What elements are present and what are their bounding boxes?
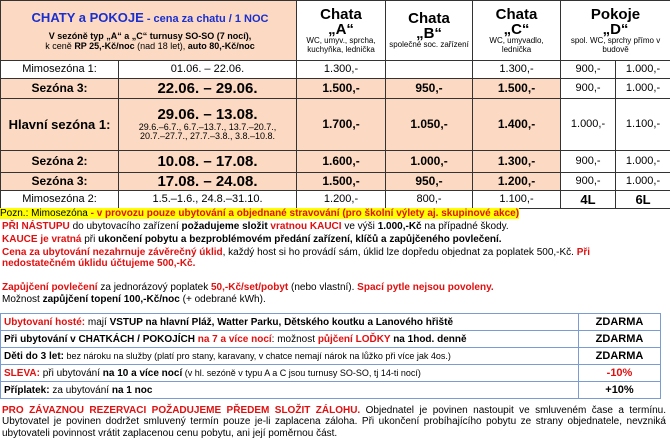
service-value: -10% (579, 365, 661, 382)
price-a: 1.500,- (297, 173, 386, 191)
season-line-1: V sezóně typ „A“ a „C“ turnusy SO-SO (7 nocí), (48, 31, 252, 42)
s1-d: půjčení LOĎKY (317, 333, 391, 345)
price-c: 1.500,- (473, 79, 561, 99)
row-dates (119, 99, 297, 151)
season-line-2-mid: (nad 18 let), (134, 40, 188, 51)
p4-b: za jednorázový poplatek (97, 282, 211, 293)
title-main: CHATY a POKOJE (31, 9, 144, 25)
column-desc-a: WC, umyv., sprcha, kuchyňka, lednička (306, 35, 376, 54)
p1-b: do ubytovacího zařízení (69, 221, 182, 232)
s3-a: SLEVA: (4, 367, 40, 379)
row-label (1, 99, 119, 151)
row-label: Sezóna 3: (1, 79, 119, 99)
p3-b: , každý host si ho provádí sám, úklid lze dopředu objednat za poplatek 500,-Kč. (222, 247, 577, 258)
price-d2: 1.000,- (616, 151, 670, 173)
price-c: 1.300,- (473, 61, 561, 79)
price-d2: 1.100,- (616, 99, 670, 151)
column-desc-c: WC, umyvadlo, lednička (489, 35, 544, 54)
price-d1: 900,- (561, 79, 616, 99)
row-label: Mimosezóna 2: (1, 191, 119, 209)
paragraph-cleaning (2, 247, 666, 270)
price-d1: 900,- (561, 151, 616, 173)
price-b (386, 61, 473, 79)
footer-text: Objednatel je povinen nastoupit ve smluveném čase a termínu. Ubytovatel je povinen dodržet smluvený termín pouze je-li zaplacena záloha. Při ukončení probíhajícího pobytu ze strany objednatele, nevzniká ubytovateli povinnost vrátit zaplacenou cenu pobytu, ani její poměrnou část. (2, 405, 666, 439)
row-dates: 22.06. – 29.06. (119, 79, 297, 99)
capacity-6l: 6L (616, 191, 670, 209)
service-value: +10% (579, 382, 661, 399)
row-subdates-1: 29.6.–6.7., 6.7.–13.7., 13.7.–20.7., (138, 121, 277, 132)
price-d1: 1.000,- (561, 99, 616, 151)
note-label-text: Pozn.: Mimosezóna (0, 208, 88, 219)
column-header-d (561, 1, 670, 61)
p2-a: KAUCE je vratná (2, 234, 82, 245)
column-letter-a: „A“ (328, 20, 354, 38)
column-name-c: Chata (495, 5, 538, 23)
service-desc (1, 314, 579, 331)
p2-b: při (81, 234, 99, 245)
footer-paragraph (2, 405, 666, 439)
capacity-4l: 4L (561, 191, 616, 209)
table-row (1, 173, 670, 191)
row-label: Mimosezóna 1: (1, 61, 119, 79)
column-header-b (386, 1, 473, 61)
p4-d: (nebo vlastní). (288, 282, 358, 293)
column-desc-b: společné soc. zařízení (389, 40, 469, 50)
service-desc (1, 382, 579, 399)
price-d2: 1.000,- (616, 79, 670, 99)
price-d1: 900,- (561, 173, 616, 191)
p1-f: 1.000,-Kč (377, 221, 422, 232)
service-value: ZDARMA (579, 348, 661, 365)
paragraph-deposit (2, 221, 666, 232)
season-line-2-pre: k ceně (45, 40, 75, 51)
s4-a: Příplatek: (4, 384, 50, 396)
services-table (0, 313, 661, 399)
s3-b: při ubytování (39, 367, 103, 379)
note-text: - v provozu pouze ubytování a objednané stravování (pro školní výlety aj. skupinové akce) (87, 208, 520, 219)
p4-c: 50,-Kč/set/pobyt (211, 282, 289, 293)
price-c: 1.200,- (473, 173, 561, 191)
price-a: 1.600,- (297, 151, 386, 173)
price-b: 950,- (386, 173, 473, 191)
column-letter-d: „D“ (602, 20, 629, 38)
column-name-b: Chata (408, 10, 450, 28)
footer-bold: PRO ZÁVAZNOU REZERVACI POŽADUJEME PŘEDEM SLOŽIT ZÁLOHU. (2, 405, 361, 416)
service-row (1, 314, 661, 331)
column-letter-c: „C“ (503, 20, 530, 38)
row-dates: 1.5.–1.6., 24.8.–31.10. (119, 191, 297, 209)
p1-d: vratnou KAUCI (267, 221, 342, 232)
price-d2: 1.000,- (616, 61, 670, 79)
price-b: 950,- (386, 79, 473, 99)
s1-e: na 1hod. denně (390, 333, 467, 345)
p5-b: zapůjčení topení 100,-Kč/noc (42, 294, 180, 305)
s1-a: Při ubytování v CHATKÁCH / POKOJÍCH (4, 333, 195, 345)
price-c: 1.100,- (473, 191, 561, 209)
column-name-d: Pokoje (590, 5, 641, 23)
row-label: Sezóna 2: (1, 151, 119, 173)
service-desc (1, 331, 579, 348)
p3-c: Při nedostatečném úklidu účtujeme 500,-Kč. (2, 247, 591, 270)
s0-b: mají (85, 316, 110, 328)
table-header-title (1, 1, 297, 61)
row-label-text: Hlavní sezóna 1: (8, 116, 111, 132)
price-d1: 900,- (561, 61, 616, 79)
price-d2: 1.000,- (616, 173, 670, 191)
column-name-a: Chata (320, 5, 362, 23)
s1-c: : možnost (271, 333, 318, 345)
s3-d: (v hl. sezóně v typu A a C jsou turnusy SO-SO, tj 14-ti nocí) (182, 367, 421, 378)
service-row (1, 348, 661, 365)
row-dates-main: 29.06. – 13.08. (157, 106, 258, 124)
p1-a: PŘI NÁSTUPU (2, 221, 70, 232)
row-label: Sezóna 3: (1, 173, 119, 191)
season-auto: auto 80,-Kč/noc (187, 40, 255, 51)
s0-c: VSTUP (109, 316, 143, 328)
p5-a: Možnost (2, 294, 43, 305)
s1-b: na 7 a více nocí (194, 333, 272, 345)
service-desc (1, 348, 579, 365)
table-row (1, 191, 670, 209)
price-a: 1.200,- (297, 191, 386, 209)
column-header-c (473, 1, 561, 61)
column-letter-b: „B“ (416, 25, 442, 43)
service-row (1, 331, 661, 348)
title-sub: - cena za chatu / 1 NOC (143, 12, 269, 25)
table-row (1, 151, 670, 173)
p3-a: Cena za ubytování nezahrnuje závěrečný úklid (2, 247, 223, 258)
price-table (0, 0, 670, 209)
p5-c: (+ odebrané kWh). (179, 294, 266, 305)
s2-a: Děti do 3 let: (4, 350, 65, 362)
row-subdates-2: 20.7.–27.7., 27.7.–3.8., 3.8.–10.8. (139, 131, 276, 142)
s4-b: za ubytování (49, 384, 112, 396)
paragraph-linen (2, 282, 666, 293)
s0-a: Ubytovaní hosté: (4, 316, 86, 328)
price-b: 800,- (386, 191, 473, 209)
p1-g: na případné škody. (421, 221, 509, 232)
price-a: 1.300,- (297, 61, 386, 79)
note-label (0, 208, 88, 219)
service-desc (1, 365, 579, 382)
service-row (1, 365, 661, 382)
p2-c: ukončení pobytu a bezproblémovém předání zařízení, klíčů a zapůjčeného povlečení. (98, 234, 502, 245)
price-b: 1.050,- (386, 99, 473, 151)
s2-b: bez nároku na služby (platí pro stany, karavany, v chatce nemají nárok na lůžko při více jak 4os.) (64, 350, 451, 361)
table-row (1, 61, 670, 79)
price-a: 1.700,- (297, 99, 386, 151)
s3-c: na 10 a více nocí (102, 367, 183, 379)
s0-d: na hlavní Pláž, Watter Parku, Dětského koutku a Lanového hřiště (142, 316, 454, 328)
service-value: ZDARMA (579, 331, 661, 348)
row-dates: 17.08. – 24.08. (119, 173, 297, 191)
note-line (0, 208, 670, 220)
p1-e: ve výši (341, 221, 378, 232)
price-b: 1.000,- (386, 151, 473, 173)
price-c: 1.400,- (473, 99, 561, 151)
row-dates: 10.08. – 17.08. (119, 151, 297, 173)
paragraph-heating (2, 294, 666, 305)
row-dates: 01.06. – 22.06. (119, 61, 297, 79)
p4-a: Zapůjčení povlečení (2, 282, 98, 293)
column-desc-d: spol. WC, sprchy přímo v budově (570, 35, 661, 54)
price-a: 1.500,- (297, 79, 386, 99)
p1-c: požadujeme složit (181, 221, 268, 232)
p4-e: Spací pytle nejsou povoleny. (357, 282, 494, 293)
paragraph-refund (2, 234, 666, 245)
season-rp: RP 25,-Kč/noc (74, 40, 135, 51)
table-row (1, 99, 670, 151)
service-value: ZDARMA (579, 314, 661, 331)
table-row (1, 79, 670, 99)
service-row (1, 382, 661, 399)
s4-c: na 1 noc (111, 384, 153, 396)
column-header-a (297, 1, 386, 61)
price-c: 1.300,- (473, 151, 561, 173)
